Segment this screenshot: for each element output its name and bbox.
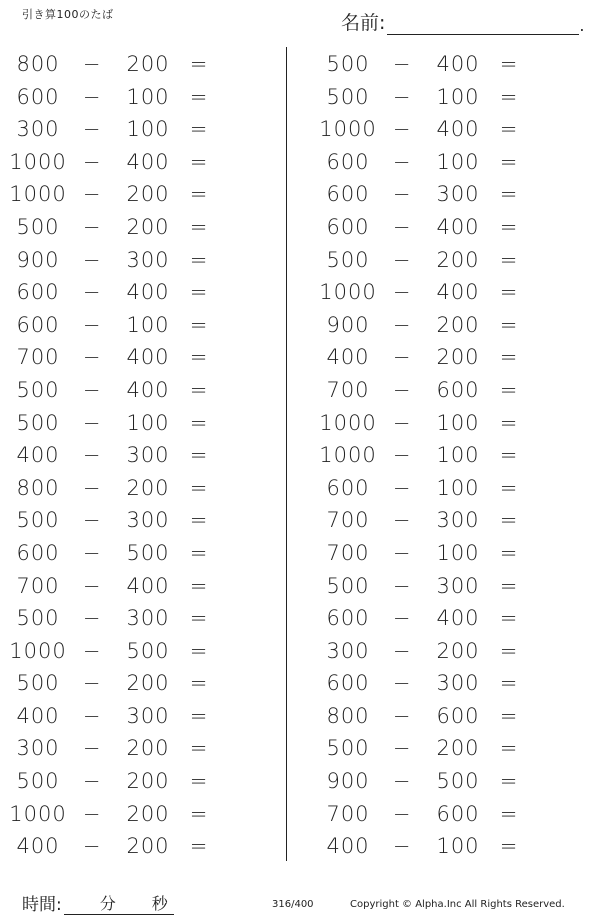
problem-row	[318, 308, 588, 341]
minuend: 600	[16, 540, 60, 565]
equals-sign: =	[499, 312, 519, 337]
problem-row	[318, 829, 588, 862]
minuend: 400	[326, 345, 370, 370]
problem-row	[318, 503, 588, 536]
minus-sign: −	[392, 312, 412, 337]
minuend: 500	[326, 52, 370, 76]
subtrahend: 400	[436, 117, 480, 142]
subtrahend: 400	[436, 606, 480, 631]
minus-sign: −	[82, 443, 102, 468]
subtrahend: 300	[126, 508, 170, 533]
problem-row	[318, 438, 588, 471]
equals-sign: =	[499, 443, 519, 468]
problem-row	[318, 112, 588, 145]
subtrahend: 400	[126, 149, 170, 174]
minuend: 300	[16, 117, 60, 142]
minus-sign: −	[392, 769, 412, 794]
equals-sign: =	[499, 475, 519, 500]
minus-sign: −	[82, 736, 102, 761]
subtrahend: 500	[126, 638, 170, 663]
equals-sign: =	[499, 573, 519, 598]
minus-sign: −	[82, 703, 102, 728]
minus-sign: −	[82, 540, 102, 565]
minus-sign: −	[82, 638, 102, 663]
problem-row	[318, 536, 588, 569]
minuend: 500	[16, 606, 60, 631]
minus-sign: −	[392, 84, 412, 109]
problem-row	[318, 601, 588, 634]
minuend: 600	[326, 182, 370, 207]
problem-row	[8, 47, 278, 80]
minuend: 1000	[9, 801, 67, 826]
problem-row	[8, 699, 278, 732]
equals-sign: =	[189, 475, 209, 500]
problem-row	[318, 210, 588, 243]
minus-sign: −	[392, 540, 412, 565]
equals-sign: =	[499, 736, 519, 761]
subtrahend: 100	[436, 84, 480, 109]
equals-sign: =	[189, 606, 209, 631]
subtrahend: 300	[126, 443, 170, 468]
problem-row	[318, 243, 588, 276]
subtrahend: 200	[126, 52, 170, 76]
equals-sign: =	[499, 769, 519, 794]
subtrahend: 600	[436, 377, 480, 402]
minus-sign: −	[82, 508, 102, 533]
problem-row	[8, 210, 278, 243]
minus-sign: −	[392, 182, 412, 207]
equals-sign: =	[499, 214, 519, 239]
name-label: 名前:	[341, 12, 386, 34]
minus-sign: −	[82, 182, 102, 207]
equals-sign: =	[189, 834, 209, 859]
minuend: 500	[16, 671, 60, 696]
minus-sign: −	[82, 475, 102, 500]
minus-sign: −	[392, 736, 412, 761]
equals-sign: =	[189, 508, 209, 533]
minus-sign: −	[392, 606, 412, 631]
minuend: 700	[326, 377, 370, 402]
problem-row	[318, 699, 588, 732]
equals-sign: =	[499, 84, 519, 109]
minus-sign: −	[392, 214, 412, 239]
subtrahend: 200	[126, 801, 170, 826]
subtrahend: 200	[126, 182, 170, 207]
minus-sign: −	[82, 410, 102, 435]
equals-sign: =	[189, 84, 209, 109]
minuend: 500	[16, 377, 60, 402]
equals-sign: =	[189, 801, 209, 826]
equals-sign: =	[189, 247, 209, 272]
problem-row	[318, 177, 588, 210]
page-number: 316/400	[272, 899, 314, 910]
minus-sign: −	[392, 345, 412, 370]
equals-sign: =	[189, 703, 209, 728]
problem-row	[318, 47, 588, 80]
subtrahend: 100	[436, 475, 480, 500]
problem-row	[8, 536, 278, 569]
subtrahend: 200	[436, 736, 480, 761]
subtrahend: 400	[126, 377, 170, 402]
name-area	[341, 8, 585, 35]
equals-sign: =	[189, 573, 209, 598]
subtrahend: 200	[126, 736, 170, 761]
subtrahend: 200	[436, 345, 480, 370]
subtrahend: 200	[436, 638, 480, 663]
minus-sign: −	[82, 247, 102, 272]
equals-sign: =	[189, 280, 209, 305]
problem-row	[8, 308, 278, 341]
problem-row	[8, 275, 278, 308]
problem-row	[318, 340, 588, 373]
subtrahend: 300	[126, 247, 170, 272]
minuend: 700	[326, 540, 370, 565]
equals-sign: =	[189, 443, 209, 468]
subtrahend: 400	[436, 280, 480, 305]
minus-sign: −	[82, 769, 102, 794]
minuend: 800	[16, 52, 60, 76]
minuend: 1000	[9, 149, 67, 174]
problem-row	[318, 80, 588, 113]
equals-sign: =	[499, 638, 519, 663]
minus-sign: −	[392, 801, 412, 826]
equals-sign: =	[499, 377, 519, 402]
left-problem-column	[8, 47, 278, 862]
problem-row	[318, 373, 588, 406]
problem-row	[8, 112, 278, 145]
minus-sign: −	[392, 443, 412, 468]
problem-row	[318, 634, 588, 667]
minuend: 600	[16, 84, 60, 109]
minuend: 300	[326, 638, 370, 663]
subtrahend: 300	[436, 508, 480, 533]
problem-row	[318, 764, 588, 797]
time-area	[22, 890, 174, 915]
name-field[interactable]	[387, 12, 579, 35]
minus-sign: −	[82, 345, 102, 370]
equals-sign: =	[499, 801, 519, 826]
minus-sign: −	[392, 834, 412, 859]
problem-row	[318, 797, 588, 830]
problem-row	[8, 340, 278, 373]
equals-sign: =	[499, 508, 519, 533]
problem-row	[8, 666, 278, 699]
subtrahend: 400	[126, 573, 170, 598]
subtrahend: 200	[436, 312, 480, 337]
problem-row	[318, 569, 588, 602]
minus-sign: −	[392, 52, 412, 76]
minuend: 400	[16, 703, 60, 728]
equals-sign: =	[499, 52, 519, 76]
problem-row	[8, 503, 278, 536]
minuend: 400	[326, 834, 370, 859]
subtrahend: 300	[436, 671, 480, 696]
minus-sign: −	[82, 312, 102, 337]
equals-sign: =	[499, 280, 519, 305]
equals-sign: =	[499, 117, 519, 142]
subtrahend: 400	[436, 214, 480, 239]
minuend: 400	[16, 443, 60, 468]
minuend: 900	[326, 312, 370, 337]
equals-sign: =	[189, 117, 209, 142]
minuend: 500	[16, 769, 60, 794]
problem-row	[8, 569, 278, 602]
minuend: 800	[326, 703, 370, 728]
minuend: 1000	[319, 443, 377, 468]
minuend: 600	[16, 312, 60, 337]
subtrahend: 600	[436, 703, 480, 728]
problem-row	[318, 666, 588, 699]
subtrahend: 100	[436, 410, 480, 435]
right-problem-column	[318, 47, 588, 862]
subtrahend: 400	[126, 280, 170, 305]
problem-row	[8, 764, 278, 797]
seconds-label: 秒	[151, 894, 168, 913]
worksheet-title: 引き算100のたば	[22, 8, 114, 21]
equals-sign: =	[189, 312, 209, 337]
equals-sign: =	[499, 410, 519, 435]
minutes-label: 分	[99, 894, 116, 913]
problem-row	[8, 634, 278, 667]
equals-sign: =	[499, 834, 519, 859]
minuend: 700	[326, 508, 370, 533]
minuend: 1000	[9, 638, 67, 663]
minuend: 900	[326, 769, 370, 794]
minus-sign: −	[392, 638, 412, 663]
subtrahend: 100	[126, 312, 170, 337]
copyright-text: Copyright © Alpha.Inc All Rights Reserved.	[350, 899, 565, 910]
minus-sign: −	[82, 801, 102, 826]
subtrahend: 100	[436, 540, 480, 565]
minuend: 1000	[319, 117, 377, 142]
subtrahend: 300	[436, 182, 480, 207]
minuend: 800	[16, 475, 60, 500]
equals-sign: =	[499, 540, 519, 565]
subtrahend: 100	[126, 84, 170, 109]
minuend: 500	[326, 247, 370, 272]
equals-sign: =	[189, 769, 209, 794]
subtrahend: 300	[436, 573, 480, 598]
problem-row	[318, 145, 588, 178]
minuend: 500	[16, 508, 60, 533]
subtrahend: 200	[126, 834, 170, 859]
problem-row	[8, 177, 278, 210]
minus-sign: −	[82, 671, 102, 696]
equals-sign: =	[499, 606, 519, 631]
problem-row	[8, 438, 278, 471]
minuend: 700	[16, 573, 60, 598]
subtrahend: 200	[436, 247, 480, 272]
equals-sign: =	[189, 671, 209, 696]
equals-sign: =	[189, 345, 209, 370]
minus-sign: −	[392, 149, 412, 174]
subtrahend: 400	[436, 52, 480, 76]
equals-sign: =	[189, 52, 209, 76]
minus-sign: −	[392, 280, 412, 305]
minus-sign: −	[392, 475, 412, 500]
problem-row	[8, 80, 278, 113]
problem-row	[8, 731, 278, 764]
problem-row	[8, 797, 278, 830]
minuend: 300	[16, 736, 60, 761]
minuend: 500	[326, 573, 370, 598]
minus-sign: −	[82, 52, 102, 76]
minus-sign: −	[392, 703, 412, 728]
problem-row	[318, 731, 588, 764]
minuend: 1000	[319, 410, 377, 435]
subtrahend: 200	[126, 671, 170, 696]
subtrahend: 100	[126, 410, 170, 435]
problem-row	[8, 471, 278, 504]
minus-sign: −	[392, 117, 412, 142]
subtrahend: 200	[126, 214, 170, 239]
problem-row	[318, 406, 588, 439]
minus-sign: −	[82, 606, 102, 631]
minuend: 1000	[9, 182, 67, 207]
minuend: 1000	[319, 280, 377, 305]
minuend: 600	[326, 671, 370, 696]
minus-sign: −	[392, 573, 412, 598]
subtrahend: 100	[126, 117, 170, 142]
minuend: 600	[326, 149, 370, 174]
minus-sign: −	[82, 214, 102, 239]
minus-sign: −	[392, 671, 412, 696]
time-field[interactable]	[64, 894, 174, 915]
subtrahend: 100	[436, 834, 480, 859]
subtrahend: 100	[436, 149, 480, 174]
minuend: 600	[326, 606, 370, 631]
minus-sign: −	[82, 377, 102, 402]
subtrahend: 200	[126, 769, 170, 794]
name-dot: .	[579, 16, 585, 35]
minuend: 500	[16, 214, 60, 239]
minuend: 700	[326, 801, 370, 826]
subtrahend: 100	[436, 443, 480, 468]
problem-row	[8, 601, 278, 634]
column-divider	[286, 47, 287, 861]
problem-row	[8, 373, 278, 406]
equals-sign: =	[189, 182, 209, 207]
minus-sign: −	[82, 280, 102, 305]
minus-sign: −	[82, 573, 102, 598]
equals-sign: =	[499, 703, 519, 728]
problem-row	[8, 243, 278, 276]
minus-sign: −	[392, 247, 412, 272]
equals-sign: =	[499, 671, 519, 696]
minuend: 500	[326, 736, 370, 761]
subtrahend: 500	[126, 540, 170, 565]
minuend: 600	[326, 475, 370, 500]
problem-row	[8, 406, 278, 439]
equals-sign: =	[189, 377, 209, 402]
time-label: 時間:	[22, 895, 62, 915]
problem-row	[318, 275, 588, 308]
equals-sign: =	[189, 214, 209, 239]
equals-sign: =	[499, 149, 519, 174]
subtrahend: 500	[436, 769, 480, 794]
subtrahend: 200	[126, 475, 170, 500]
equals-sign: =	[189, 149, 209, 174]
minus-sign: −	[82, 117, 102, 142]
equals-sign: =	[499, 247, 519, 272]
subtrahend: 300	[126, 606, 170, 631]
minuend: 600	[16, 280, 60, 305]
problem-row	[318, 471, 588, 504]
minuend: 500	[326, 84, 370, 109]
problem-row	[8, 829, 278, 862]
subtrahend: 300	[126, 703, 170, 728]
equals-sign: =	[189, 736, 209, 761]
minus-sign: −	[82, 834, 102, 859]
minuend: 400	[16, 834, 60, 859]
minuend: 500	[16, 410, 60, 435]
minuend: 600	[326, 214, 370, 239]
minus-sign: −	[392, 508, 412, 533]
subtrahend: 600	[436, 801, 480, 826]
minus-sign: −	[82, 84, 102, 109]
problem-row	[8, 145, 278, 178]
equals-sign: =	[499, 345, 519, 370]
equals-sign: =	[189, 638, 209, 663]
equals-sign: =	[499, 182, 519, 207]
subtrahend: 400	[126, 345, 170, 370]
minuend: 700	[16, 345, 60, 370]
equals-sign: =	[189, 540, 209, 565]
minus-sign: −	[392, 377, 412, 402]
minus-sign: −	[392, 410, 412, 435]
equals-sign: =	[189, 410, 209, 435]
minuend: 900	[16, 247, 60, 272]
minus-sign: −	[82, 149, 102, 174]
